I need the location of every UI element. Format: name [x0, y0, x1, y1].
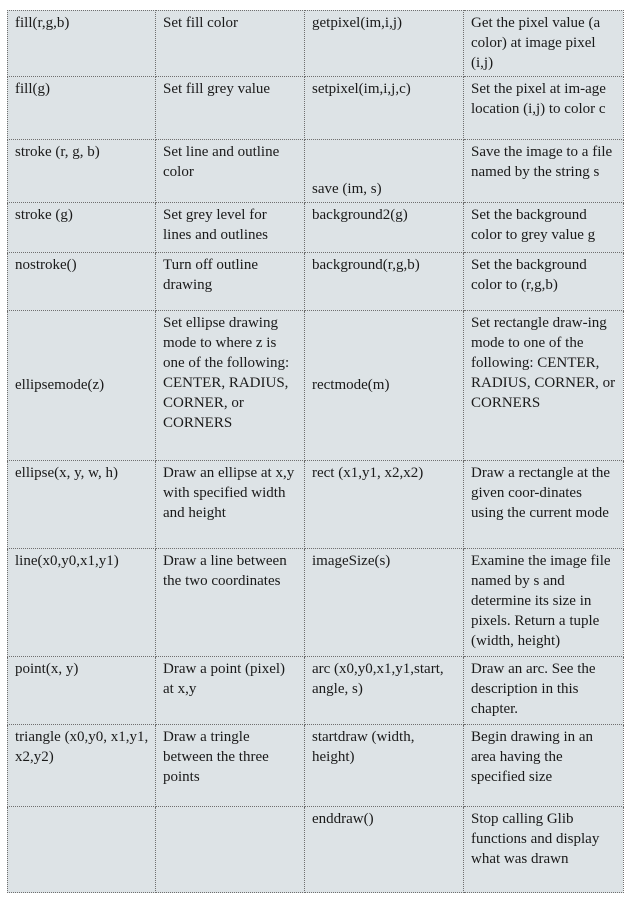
function-description-cell: Draw a line between the two coordinates	[156, 549, 305, 657]
function-description-cell: Draw a tringle between the three points	[156, 725, 305, 807]
table-row	[8, 311, 624, 461]
function-name-cell: point(x, y)	[8, 657, 156, 725]
table-row	[8, 140, 624, 203]
function-description-cell	[156, 807, 305, 893]
function-name-cell: rectmode(m)	[305, 311, 464, 461]
function-name-cell: ellipse(x, y, w, h)	[8, 461, 156, 549]
function-description-cell: Examine the image file named by s and determine its size in pixels. Return a tuple (width, height)	[464, 549, 624, 657]
table-row	[8, 253, 624, 311]
function-name-cell: triangle (x0,y0, x1,y1, x2,y2)	[8, 725, 156, 807]
function-description-cell: Turn off outline drawing	[156, 253, 305, 311]
function-name-cell: ellipsemode(z)	[8, 311, 156, 461]
function-description-cell: Get the pixel value (a color) at image pixel (i,j)	[464, 11, 624, 77]
table-row	[8, 203, 624, 253]
function-name-cell: fill(g)	[8, 77, 156, 140]
function-description-cell: Set the background color to grey value g	[464, 203, 624, 253]
function-name-cell: fill(r,g,b)	[8, 11, 156, 77]
function-reference-table-container	[7, 10, 623, 893]
function-name-cell: stroke (g)	[8, 203, 156, 253]
table-row	[8, 11, 624, 77]
function-description-cell: Set ellipse drawing mode to where z is one of the following: CENTER, RADIUS, CORNER, or CORNERS	[156, 311, 305, 461]
function-name-cell: startdraw (width, height)	[305, 725, 464, 807]
function-name-cell: background(r,g,b)	[305, 253, 464, 311]
function-description-cell: Set line and outline color	[156, 140, 305, 203]
function-description-cell: Set rectangle draw-ing mode to one of the following: CENTER, RADIUS, CORNER, or CORNERS	[464, 311, 624, 461]
function-name-cell: setpixel(im,i,j,c)	[305, 77, 464, 140]
function-description-cell: Draw a rectangle at the given coor-dinates using the current mode	[464, 461, 624, 549]
function-name-cell	[8, 807, 156, 893]
function-description-cell: Draw a point (pixel) at x,y	[156, 657, 305, 725]
function-description-cell: Stop calling Glib functions and display what was drawn	[464, 807, 624, 893]
function-name-cell: enddraw()	[305, 807, 464, 893]
table-row	[8, 77, 624, 140]
function-name-cell: line(x0,y0,x1,y1)	[8, 549, 156, 657]
function-description-cell: Save the image to a file named by the string s	[464, 140, 624, 203]
function-description-cell: Begin drawing in an area having the specified size	[464, 725, 624, 807]
function-description-cell: Set fill grey value	[156, 77, 305, 140]
function-name-cell: nostroke()	[8, 253, 156, 311]
table-row	[8, 807, 624, 893]
function-name-cell: stroke (r, g, b)	[8, 140, 156, 203]
table-row	[8, 549, 624, 657]
table-row	[8, 657, 624, 725]
function-name-cell: imageSize(s)	[305, 549, 464, 657]
table-row	[8, 461, 624, 549]
table-row	[8, 725, 624, 807]
function-description-cell: Set the background color to (r,g,b)	[464, 253, 624, 311]
function-description-cell: Set grey level for lines and outlines	[156, 203, 305, 253]
function-description-cell: Set fill color	[156, 11, 305, 77]
function-name-cell: getpixel(im,i,j)	[305, 11, 464, 77]
function-description-cell: Draw an ellipse at x,y with specified width and height	[156, 461, 305, 549]
function-name-cell: save (im, s)	[305, 140, 464, 203]
function-name-cell: background2(g)	[305, 203, 464, 253]
function-description-cell: Draw an arc. See the description in this chapter.	[464, 657, 624, 725]
function-reference-table	[7, 10, 624, 893]
function-name-cell: rect (x1,y1, x2,x2)	[305, 461, 464, 549]
function-name-cell: arc (x0,y0,x1,y1,start, angle, s)	[305, 657, 464, 725]
function-description-cell: Set the pixel at im-age location (i,j) to color c	[464, 77, 624, 140]
